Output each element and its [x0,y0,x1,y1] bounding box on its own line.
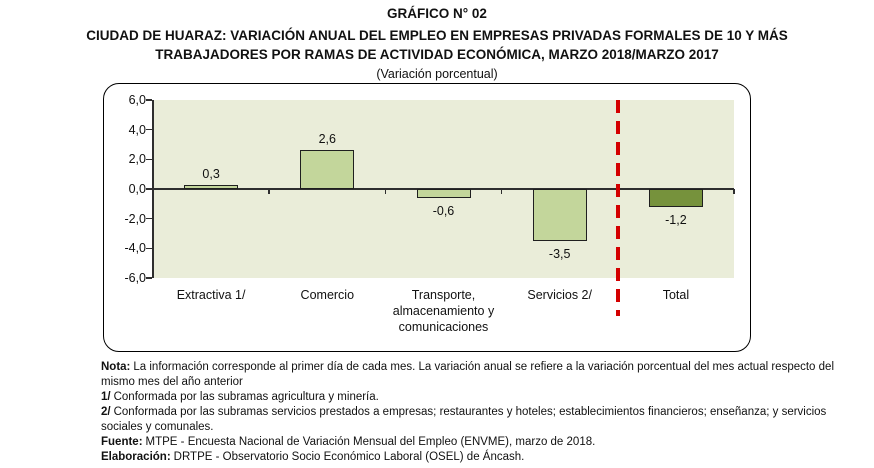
x-axis-tick [733,189,735,194]
x-axis-tick [385,189,387,194]
notes-block [101,360,846,465]
chart-subtitle: (Variación porcentual) [376,67,498,81]
x-category-label: Comercio [300,288,355,302]
bar-value-label: 0,3 [202,166,220,181]
x-category-label: Extractiva 1/ [176,288,246,302]
chart-header [0,5,874,83]
y-axis-tick [146,99,152,101]
bar [417,189,471,198]
bar-value-label: -1,2 [665,212,687,227]
y-axis-tick [146,188,152,190]
bar [649,189,703,207]
note-prefix: Nota: [101,361,131,373]
y-axis-tick-label: 0,0 [128,182,146,196]
bar-value-label: -0,6 [432,203,455,218]
chart-panel [103,83,751,352]
note-prefix: 2/ [101,406,111,418]
x-category-label: Total [662,288,690,302]
note-text: Conformada por las subramas agricultura y minería. [113,391,379,403]
note-prefix: Elaboración: [101,451,171,463]
figure-number: GRÁFICO N° 02 [387,6,487,21]
bar-value-label: -3,5 [548,246,571,261]
bar [300,150,354,189]
x-axis-tick [501,189,503,194]
bar-value-label: 2,6 [318,132,336,147]
y-axis-tick [146,248,152,250]
y-axis-tick-label: 6,0 [128,93,146,107]
note-text: La información corresponde al primer día de cada mes. La variación anual se refiere a la variación porcentual del mes actual respecto del mismo mes del año anterior [101,361,834,388]
y-axis-tick [146,129,152,131]
note-elaboration [101,450,846,465]
y-axis-tick-label: -4,0 [124,241,146,256]
note-text: DRTPE - Observatorio Socio Económico Laboral (OSEL) de Áncash. [173,451,525,463]
note-general [101,360,846,390]
y-axis-tick-label: 4,0 [128,122,146,137]
note-text: MTPE - Encuesta Nacional de Variación Mensual del Empleo (ENVME), marzo de 2018. [145,436,596,448]
chart-title-line-1: CIUDAD DE HUARAZ: VARIACIÓN ANUAL DEL EMPLEO EN EMPRESAS PRIVADAS FORMALES DE 10 Y MÁS [86,28,788,43]
bar [184,185,238,189]
x-category-label: Servicios 2/ [527,288,592,302]
bar [533,189,587,241]
separator-line [616,100,620,316]
y-axis-tick [146,218,152,220]
y-axis-tick-label: 2,0 [128,152,146,167]
note-text: Conformada por las subramas servicios prestados a empresas; restaurantes y hoteles; establecimientos financieros; enseñanza; y servicios sociales y comunales. [101,406,827,433]
note-prefix: Fuente: [101,436,143,448]
y-axis-tick-label: -2,0 [124,211,146,226]
y-axis-tick [146,159,152,161]
x-category-label: Transporte, almacenamiento y comunicaciones [392,288,495,334]
note-footnote-1 [101,390,846,405]
note-footnote-2 [101,405,846,435]
note-prefix: 1/ [101,391,111,403]
x-axis-tick [268,189,270,194]
y-axis-tick [146,277,152,279]
chart-title-line-2: TRABAJADORES POR RAMAS DE ACTIVIDAD ECONÓMICA, MARZO 2018/MARZO 2017 [155,47,719,62]
note-source [101,435,846,450]
y-axis-tick-label: -6,0 [124,271,146,285]
